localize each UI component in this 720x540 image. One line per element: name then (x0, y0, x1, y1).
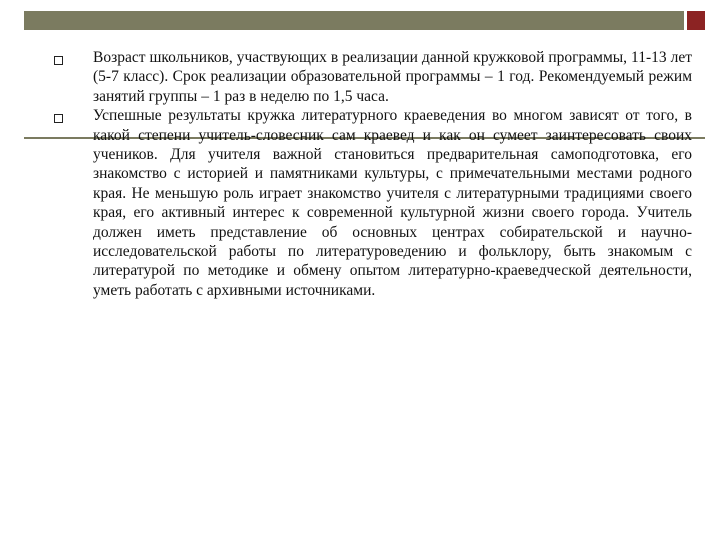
hollow-square-bullet-icon (54, 114, 63, 123)
slide-content (0, 48, 720, 300)
bullet-item-age (0, 48, 720, 106)
bullet-item-results (0, 106, 720, 300)
hollow-square-bullet-icon (54, 56, 63, 65)
corner-accent-square (687, 11, 705, 30)
bullet-text: Успешные результаты кружка литературного краеведения во многом зависят от того, в какой степени учитель-словесник сам краевед и как он сумеет заинтересовать своих учеников. Для учителя важной становиться предварительная самоподготовка, его знакомство с историей и памятниками культуры, с примечательными местами родного края. Не меньшую роль играет знакомство учителя с литературными традициями своего края, его активный интерес к современной культурной жизни своего города. Учитель должен иметь представление об основных центрах собирательской и научно-исследовательской работы по литературоведению и фольклору, быть знакомым с литературой по методике и обмену опытом литературно-краеведческой деятельности, уметь работать с архивными источниками. (93, 107, 692, 299)
bullet-text: Возраст школьников, участвующих в реализации данной кружковой программы, 11-13 лет (5-7 класс). Срок реализации образовательной программы – 1 год. Рекомендуемый режим занятий группы – 1 раз в неделю по 1,5 часа. (93, 49, 692, 105)
top-decorative-bar (24, 11, 684, 30)
